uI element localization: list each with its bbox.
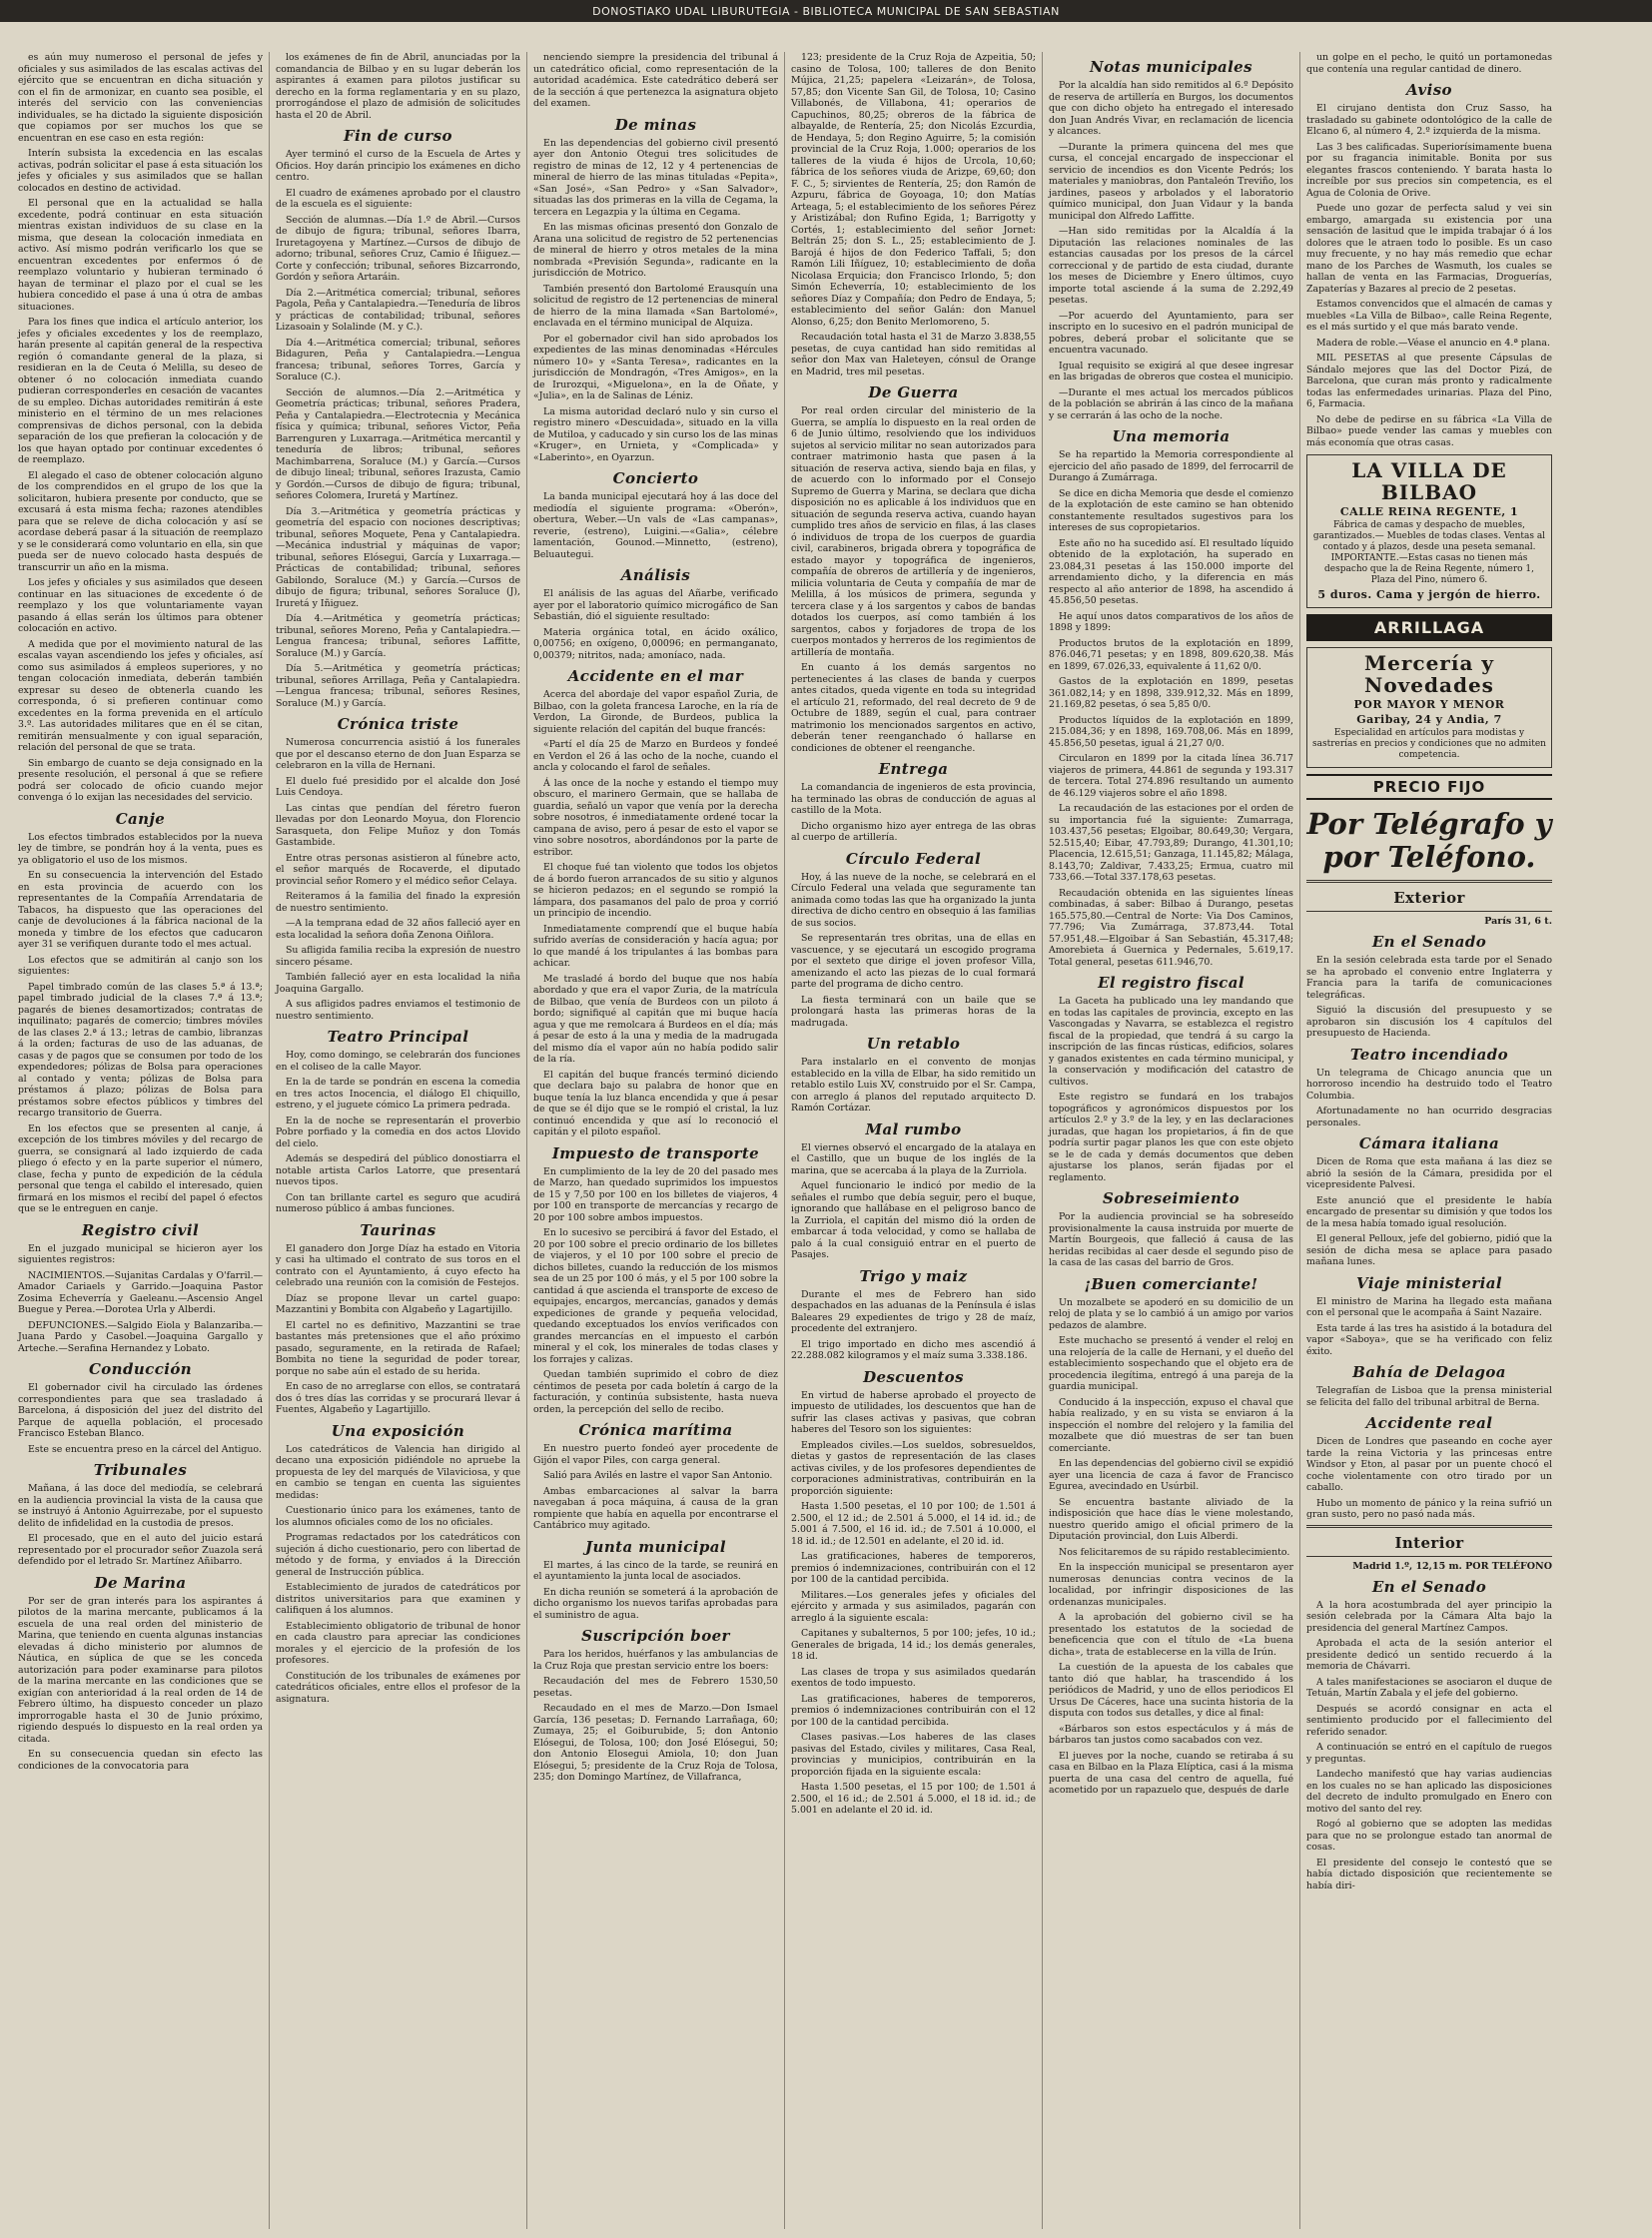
article-paragraph: Militares.—Los generales jefes y oficiales del ejército y armada y sus asimilados, pagarán con arreglo á la siguiente escala: xyxy=(791,1589,1036,1624)
section-heading: Aviso xyxy=(1406,81,1452,99)
article-paragraph: El alegado el caso de obtener colocación alguno de los comprendidos en el grupo de los que la solicitaron, hubiera presente por conducto, que se excusará á esta misma fecha; razones atendibles para que se releve de dicha colocación y así se acordase deberá pasar á la situación de reemplazo y se le considerará como voluntario en ella, sin que pueda ser de nuevo colocado hasta después de transcurrir un año en la misma. xyxy=(18,469,263,573)
section-heading: Análisis xyxy=(620,566,691,584)
article-paragraph: Recaudado en el mes de Marzo.—Don Ismael García, 136 pesetas; D. Fernando Larrañaga, 60; Zumaya, 25; el Goiburubide, 5; don Antonio Elósegui, de Tolosa, 100; don José Elósegui, 50; don Antonio Elosegui Amiola, 10; don Juan Elósegui, 5; presidente de la Cruz Roja de Tolosa, 235; don Domingo Martínez, de Villafranca, xyxy=(533,1703,778,1783)
article-paragraph: Entre otras personas asistieron al fúnebre acto, el señor marqués de Rocaverde, el diputado provincial señor Romero y el médico señor Celaya. xyxy=(276,852,520,887)
article-paragraph: Acerca del abordaje del vapor español Zuria, de Bilbao, con la goleta francesa Laroche, en la ría de Verdon, La Gironde, de Burdeos, publica la siguiente relación del capitán del buque francés: xyxy=(533,689,778,735)
article-paragraph: El martes, á las cinco de la tarde, se reunirá en el ayuntamiento la junta local de asociados. xyxy=(533,1559,778,1582)
article-paragraph: MIL PESETAS al que presente Cápsulas de Sándalo mejores que las del Doctor Pizá, de Barcelona, que curan más pronto y radicalmente todas las enfermedades urinarias. Plaza del Pino, 6, Farmacia. xyxy=(1306,353,1552,409)
article-paragraph: En la de noche se representarán el proverbio Pobre porfiado y la comedia en dos actos Llovido del cielo. xyxy=(276,1115,520,1149)
article-paragraph: Dicho organismo hizo ayer entrega de las obras al cuerpo de artillería. xyxy=(791,820,1036,843)
article-paragraph: Clases pasivas.—Los haberes de las clases pasivas del Estado, civiles y militares, Casa Real, provincias y municipios, contribuirán en la proporción fijada en la siguiente escala: xyxy=(791,1732,1036,1778)
article-paragraph: El duelo fué presidido por el alcalde don José Luis Cendoya. xyxy=(276,775,520,798)
article-paragraph: Con tan brillante cartel es seguro que acudirá numeroso público á ambas funciones. xyxy=(276,1191,520,1214)
article-paragraph: Numerosa concurrencia asistió á los funerales que por el descanso eterno de don Juan Esparza se celebraron en la villa de Hernani. xyxy=(276,737,520,771)
telegraph-section-title: Por Telégrafo y por Teléfono. xyxy=(1306,807,1552,874)
article-paragraph: En los efectos que se presenten al canje, á excepción de los timbres móviles y del recargo de guerra, se consignará al lado izquierdo de cada pliego ó efecto y en la parte superior el número, clase, fecha y punto de expedición de la cédula personal que tenga el cabildo el interesado, quien firmará en los mismos el recibí del papel ó efectos que se le entreguen en canje. xyxy=(18,1122,263,1214)
article-paragraph: Este registro se fundará en los trabajos topográficos y agronómicos dispuestos por los artículos 2.º y 3.º de la ley, y en las declaraciones juradas, que hagan los propietarios, á fin de que podría surtir pagar planos les que con este objeto se le de cada y demás documentos que deben ajustarse los planos, serán fijadas por el reglamento. xyxy=(1049,1092,1293,1183)
divider xyxy=(1306,1525,1552,1528)
article-paragraph: Capitanes y subalternos, 5 por 100; jefes, 10 id.; Generales de brigada, 14 id.; los demás generales, 18 id. xyxy=(791,1628,1036,1662)
article-paragraph: A sus afligidos padres enviamos el testimonio de nuestro sentimiento. xyxy=(276,999,520,1022)
article-paragraph: En cuanto á los demás sargentos no pertenecientes á las clases de banda y cuerpos antes citados, queda vigente en toda su integridad el artículo 21, reformado, del real decreto de 9 de Octubre de 1889, según el cual, para contraer matrimonio los mencionados sargentos en activo, deberán tener reenganchado ó hallarse en condiciones de obtener el reenganche. xyxy=(791,662,1036,754)
article-paragraph: Para los fines que indica el artículo anterior, los jefes y oficiales excedentes y los de reemplazo, harán presente al capitán general de la respectiva región ó comandante general de la plaza, si residieran en la de Ceuta ó Melilla, su deseo de obtener ó no colocación inmediata cuando pudieran corresponderles en cesación de vacantes de su empleo. Dichas autoridades remitirán á este ministerio en el término de un mes relaciones comprensivas de dichos personal, con la debida separación de los que prefieran la colocación y de los que hayan optado por continuar excedentes ó de reemplazo. xyxy=(18,317,263,465)
article-paragraph: Hoy, como domingo, se celebrarán dos funciones en el coliseo de la calle Mayor. xyxy=(276,1050,520,1073)
article-paragraph: Día 4.—Aritmética comercial; tribunal, señores Bidaguren, Peña y Cantalapiedra.—Lengua francesa; tribunal, señores Torres, García y Soraluce (C.). xyxy=(276,337,520,382)
article-paragraph: Papel timbrado común de las clases 5.ª á 13.ª; papel timbrado judicial de la clases 7.ª á 13.ª; pagarés de bienes desamortizados; contratas de inquilinato; pagarés de comercio; timbres móviles de las clases 2.ª á 13.; letras de cambio, libranzas á la orden; facturas de uso de las aduanas, de casas y de pagos que se consumen por todo de los expendedores; pólizas de Bolsa para operaciones al contado y venta; pólizas de Bolsa para préstamos á plazo; pólizas de Bolsa para préstamos sobre efectos públicos y timbres del recargo transitorio de Guerra. xyxy=(18,981,263,1119)
article-paragraph: A continuación se entró en el capítulo de ruegos y preguntas. xyxy=(1306,1742,1552,1765)
article-paragraph: En las mismas oficinas presentó don Gonzalo de Arana una solicitud de registro de 52 pertenencias de mineral de hierro y otros metales de la mina nombrada «Previsión Segunda», radicante en la jurisdicción de Motrico. xyxy=(533,222,778,279)
article-paragraph: El análisis de las aguas del Añarbe, verificado ayer por el laboratorio químico microgáfico de San Sebastián, dió el siguiente resultado: xyxy=(533,588,778,622)
article-paragraph: Las gratificaciones, haberes de temporeros, premios ó indemnizaciones contribuirán con el 12 por 100 de la cantidad percibida. xyxy=(791,1693,1036,1728)
article-paragraph: Sección de alumnas.—Día 1.º de Abril.—Cursos de dibujo de figura; tribunal, señores Ibarra, Iruretagoyena y Martínez.—Cursos de dibujo de adorno; tribunal, señores Cruz, Camio é Iñiguez.—Corte y confección; tribunal, señores Bizcarrondo, Gordón y señora Artaráin. xyxy=(276,214,520,283)
article-paragraph: Madera de roble.—Véase el anuncio en 4.ª plana. xyxy=(1316,337,1550,349)
article-paragraph: —Durante la primera quincena del mes que cursa, el concejal encargado de inspeccionar el servicio de incendios es don Vicente Pedrós; los materiales y maniobras, don Pantaleón Treviño, los jardines, paseos y arbolados y el laboratorio químico municipal, don Juan Vidaur y la banda municipal don Alfredo Laffitte. xyxy=(1049,141,1293,222)
article-paragraph: También falleció ayer en esta localidad la niña Joaquina Gargallo. xyxy=(276,972,520,995)
section-heading: Junta municipal xyxy=(585,1537,726,1556)
article-paragraph: El cuadro de exámenes aprobado por el claustro de la escuela es el siguiente: xyxy=(276,187,520,210)
section-heading: En el Senado xyxy=(1371,1577,1487,1596)
article-paragraph: Cuestionario único para los exámenes, tanto de los alumnos oficiales como de los no oficiales. xyxy=(276,1505,520,1528)
article-paragraph: El trigo importado en dicho mes ascendió á 22.288.082 kilogramos y el maíz suma 3.338.186. xyxy=(791,1338,1036,1361)
section-heading: El registro fiscal xyxy=(1098,974,1244,992)
section-heading: Entrega xyxy=(878,760,949,778)
article-paragraph: Los jefes y oficiales y sus asimilados que deseen continuar en las situaciones de excedente ó de reemplazo y los que voluntariamente vayan pasando á ellas serán los últimos para obtener colocación en activo. xyxy=(18,577,263,634)
section-heading: Cámara italiana xyxy=(1358,1134,1500,1152)
section-heading: Descuentos xyxy=(863,1367,964,1386)
section-heading: Taurinas xyxy=(360,1220,436,1239)
article-paragraph: Recaudación obtenida en las siguientes líneas combinadas, á saber: Bilbao á Durango, pesetas 165.575,80.—Central de Norte: Via Dos Caminos, 77.796; Via Zumárraga, 37.873,44. Total 57.951,48.—Elgoibar á San Sebastián, 45.317,48; Amorebieta á Guernica y Pedernales, 5.619,17. Total general, pesetas 611.946,70. xyxy=(1049,887,1293,968)
article-paragraph: Los catedráticos de Valencia han dirigido al decano una exposición pidiéndole no apruebe la propuesta de ley del marqués de Vilaviciosa, y que en cambio se tengan en cuenta las siguientes medidas: xyxy=(276,1443,520,1501)
section-heading: Tribunales xyxy=(93,1461,188,1479)
article-paragraph: Igual requisito se exigirá al que desee ingresar en las brigadas de obreros que costea el municipio. xyxy=(1049,360,1293,382)
article-paragraph: Se encuentra bastante aliviado de la indisposición que hace días le viene molestando, nuestro querido amigo el oficial primero de la Diputación provincial, don Luis Alberdi. xyxy=(1049,1496,1293,1542)
article-paragraph: Materia orgánica total, en ácido oxálico, 0,00756; en oxígeno, 0,00096; en permanganato, 0,00379; nitritos, nada; amoníaco, nada. xyxy=(533,626,778,661)
article-paragraph: Además se despedirá del público donostiarra el notable artista Carlos Latorre, que presentará nuevos tipos. xyxy=(276,1153,520,1187)
column-2 xyxy=(270,52,527,2229)
section-heading: De Guerra xyxy=(868,383,959,401)
article-paragraph: —A la temprana edad de 32 años falleció ayer en esta localidad la señora doña Zenona Oiñlora. xyxy=(276,918,520,941)
library-header: DONOSTIAKO UDAL LIBURUTEGIA - BIBLIOTECA MUNICIPAL DE SAN SEBASTIAN xyxy=(0,0,1652,22)
section-heading: Un retablo xyxy=(866,1035,961,1053)
article-paragraph: Conducido á la inspección, expuso el chaval que había realizado, y en su vista se enviaron á la inspección el nombre del relojero y la familia del mozalbete que dió muestras de ser tan buen comerciante. xyxy=(1049,1396,1293,1454)
section-heading: Accidente real xyxy=(1365,1414,1493,1432)
article-paragraph: Telegrafían de Lisboa que la prensa ministerial se felicita del fallo del tribunal arbitral de Berna. xyxy=(1306,1385,1552,1408)
article-paragraph: Nos felicitaremos de su rápido restablecimiento. xyxy=(1059,1546,1290,1558)
article-paragraph: En nuestro puerto fondeó ayer procedente de Gijón el vapor Piles, con carga general. xyxy=(533,1443,778,1466)
section-heading: Canje xyxy=(115,809,166,828)
article-paragraph: Siguió la discusión del presupuesto y se aprobaron sin discusión los 4 capítulos del presupuesto de Hacienda. xyxy=(1306,1005,1552,1039)
section-heading: Viaje ministerial xyxy=(1356,1273,1502,1292)
section-heading: Notas municipales xyxy=(1090,58,1252,76)
article-paragraph: Á las once de la noche y estando el tiempo muy obscuro, el marinero Germain, que se hallaba de guardia, señaló un vapor que venía por la derecha sobre nosotros, é inmediatamente ordené tocar la campana de aviso, pero á pesar de esto el vapor se vino sobre nosotros, abordándonos por la parte de estribor. xyxy=(533,777,778,858)
article-paragraph: Día 4.—Aritmética y geometría prácticas; tribunal, señores Moreno, Peña y Cantalapiedra.—Lengua francesa; tribunal, señores Laffitte, Soraluce (M.) y García. xyxy=(276,613,520,659)
section-heading: Crónica marítima xyxy=(578,1421,733,1439)
ad-body: Fábrica de camas y despacho de muebles, garantizados.— Muebles de todas clases. Ventas al contado y á plazos, desde una peseta semanal. IMPORTANTE.—Estas casas no tienen más despacho que la de Reina Regente, número 1, Plaza del Pino, número 6. xyxy=(1312,520,1546,585)
article-paragraph: Por la audiencia provincial se ha sobreseído provisionalmente la causa instruida por muerte de Martín Bourgeois, que falleció á causa de las heridas recibidas al caer desde el segundo piso de la casa de las casas del barrio de Gros. xyxy=(1049,1211,1293,1268)
dateline: París 31, 6 t. xyxy=(1484,916,1552,927)
divider xyxy=(1306,1556,1552,1557)
text-columns xyxy=(12,52,1640,2229)
article-paragraph: DEFUNCIONES.—Salgido Eiola y Balanzariba.—Juana Pardo y Casobel.—Joaquina Gargallo y Arteche.—Serafina Hernandez y Lobato. xyxy=(18,1319,263,1354)
article-paragraph: En cumplimiento de la ley de 20 del pasado mes de Marzo, han quedado suprimidos los impuestos de 15 y 7,50 por 100 en los billetes de viajeros, 4 por 100 en transporte de mercancías y recargo de 20 por 100 sobre ambos impuestos. xyxy=(533,1165,778,1223)
column-6 xyxy=(1300,52,1558,2229)
article-paragraph: El cirujano dentista don Cruz Sasso, ha trasladado su gabinete odontológico de la calle de Elcano 6, al número 4, 2.º izquierda de la misma. xyxy=(1306,103,1552,137)
article-paragraph: Hubo un momento de pánico y la reina sufrió un gran susto, pero no pasó nada más. xyxy=(1306,1497,1552,1520)
article-paragraph: Después se acordó consignar en acta el sentimiento producido por el fallecimiento del referido senador. xyxy=(1306,1703,1552,1738)
article-paragraph: En la de tarde se pondrán en escena la comedia en tres actos Inocencia, el diálogo El chiquillo, estreno, y el juguete cómico La primera pedrada. xyxy=(276,1077,520,1111)
article-paragraph: Aprobada el acta de la sesión anterior el presidente dedicó un sentido recuerdo á la memoria de Chávarri. xyxy=(1306,1638,1552,1672)
article-paragraph: En virtud de haberse aprobado el proyecto de impuesto de utilidades, los descuentos que han de sufrir las clases activas y pasivas, que cobran haberes del Tesoro son los siguientes: xyxy=(791,1389,1036,1435)
article-paragraph: NACIMIENTOS.—Sujanitas Cardalas y O'farril.—Amador Cariaels y Garrido.—Joaquina Pastor Zosima Echeverría y Gaeleanu.—Ascensio Angel Buegue y Perea.—Dorotea Urla y Alberdi. xyxy=(18,1269,263,1315)
section-heading: Sobreseimiento xyxy=(1102,1189,1239,1207)
article-paragraph: El gobernador civil ha circulado las órdenes correspondientes para que sea trasladado á Barcelona, á disposición del juez del distrito del Parque de aquella población, el procesado Francisco Esteban Blanco. xyxy=(18,1382,263,1439)
article-paragraph: En su consecuencia quedan sin efecto las condiciones de la convocatoria para xyxy=(18,1749,263,1772)
section-heading: De minas xyxy=(614,115,697,134)
article-paragraph: El capitán del buque francés terminó diciendo que declara bajo su palabra de honor que en buque tenía la luz blanca encendida y que á pesar de que se él dijo que se le rompió el cristal, la luz continuó encendida y que así lo reconoció el capitán y el piloto español. xyxy=(533,1069,778,1137)
article-paragraph: Este se encuentra preso en la cárcel del Antiguo. xyxy=(28,1443,262,1455)
column-4 xyxy=(785,52,1043,2229)
section-heading: Bahía de Delagoa xyxy=(1352,1363,1506,1381)
ad-title: Mercería y Novedades xyxy=(1364,651,1494,697)
article-paragraph: Los efectos timbrados establecidos por la nueva ley de timbre, se pondrán hoy á la venta, pues es ya obligatorio el uso de los mismos. xyxy=(18,831,263,866)
column-3 xyxy=(527,52,785,2229)
article-paragraph: El presidente del consejo le contestó que se había dictado disposición que recientemente se había diri- xyxy=(1306,1857,1552,1891)
article-paragraph: Este año no ha sucedido así. El resultado líquido obtenido de la explotación, ha superado en 23.084,31 pesetas á las 150.000 importe del arrendamiento dicho, y la diferencia en más respecto al año anterior de 1898, ha ascendido á 45.856,50 pesetas. xyxy=(1049,537,1293,606)
article-paragraph: es aún muy numeroso el personal de jefes y oficiales y sus asimilados de las escalas activas del ejército que se encuentran en dicha situación y con el fin de armonizar, en cuanto sea posible, el interés del servicio con las conveniencias individuales, se ha dictado la siguiente disposición que copiamos por ser muchos los que se encuentran en ese caso en esta región: xyxy=(18,52,263,144)
article-paragraph: Circularon en 1899 por la citada línea 36.717 viajeros de primera, 44.861 de segunda y 193.317 de tercera. Total 274.896 resultando un aumento de 46.129 viajeros sobre el año 1898. xyxy=(1049,753,1293,799)
article-paragraph: El choque fué tan violento que todos los objetos de á bordo fueron arrancados de su sitio y algunos se hicieron pedazos; en el segundo se rompió la lámpara, dos pasamanos del palo de proa y corrió un principio de incendio. xyxy=(533,862,778,919)
article-paragraph: Se dice en dicha Memoria que desde el comienzo de la explotación de este camino se han obtenido constantemente resultados sugestivos para los intereses de sus copropietarios. xyxy=(1049,487,1293,533)
article-paragraph: En dicha reunión se someterá á la aprobación de dicho organismo los nuevos tarifas aprobadas para el suministro de agua. xyxy=(533,1586,778,1621)
article-paragraph: El viernes observó el encargado de la atalaya en el Castillo, que un buque de los inglés de la marina, que se acercaba á la playa de la Zurriola. xyxy=(791,1141,1036,1176)
article-paragraph: En lo sucesivo se percibirá á favor del Estado, el 20 por 100 sobre el precio ordinario de los billetes de viajeros, y el 10 por 100 sobre el precio de dichos billetes, cuando la reducción de los mismos sea de un 25 por 100 ó más, y el 5 por 100 sobre la cantidad á que ascienda el transporte de exceso de equipajes, encargos, mercancías, ganados y demás expediciones de grande y pequeña velocidad, quedando exceptuados los envíos verificados con grandes mercancías en el impuesto el carbón mineral y el cok, los minerales de todas clases y los forrajes y calizas. xyxy=(533,1227,778,1365)
article-paragraph: Afortunadamente no han ocurrido desgracias personales. xyxy=(1306,1106,1552,1128)
article-paragraph: Reiteramos á la familia del finado la expresión de nuestro sentimiento. xyxy=(276,891,520,914)
article-paragraph: En la sesión celebrada esta tarde por el Senado se ha aprobado el convenio entre Inglaterra y Francia para la tarifa de comunicaciones telegráficas. xyxy=(1306,955,1552,1001)
dateline: Madrid 1.º, 12,15 m. POR TELÉFONO xyxy=(1352,1560,1552,1572)
article-paragraph: El jueves por la noche, cuando se retiraba á su casa en Bilbao en la Plaza Elíptica, casi á la misma puerta de una casa del centro de aquella, fué acometido por un rapazuelo que, después de darle xyxy=(1049,1750,1293,1796)
article-paragraph: Productos líquidos de la explotación en 1899, 215.084,36; y en 1898, 169.708,06. Más en 1899, 45.856,50 pesetas, igual á 21,27 0/0. xyxy=(1049,714,1293,749)
article-paragraph: Las cintas que pendían del féretro fueron llevadas por don Leonardo Moyua, don Florencio Sarasqueta, don Felipe Muñoz y don Tomás Gastambide. xyxy=(276,802,520,848)
section-heading: Una memoria xyxy=(1112,427,1231,445)
section-heading-large: Exterior xyxy=(1393,889,1465,907)
article-paragraph: Me trasladé á bordo del buque que nos había abordado y que era el vapor Zuria, de la matrícula de Bilbao, que venía de Burdeos con un piloto á bordo; signifiqué al capitán que mi buque hacía agua y que me remolcara á Burdeos en el día; más á pesar de esto á la una y media de la madrugada del mismo día el vapor aún no había podido salir de la ría. xyxy=(533,973,778,1065)
article-paragraph: El cartel no es definitivo, Mazzantini se trae bastantes más pretensiones que el año próximo pasado, seguramente, en la retirada de Rafael; Bombita no tiene la seguridad de poder torear, porque no sabe aún el estado de su herida. xyxy=(276,1319,520,1377)
article-paragraph: La fiesta terminará con un baile que se prolongará hasta las primeras horas de la madrugada. xyxy=(791,994,1036,1029)
ad-title: LA VILLA DE BILBAO xyxy=(1351,458,1507,504)
section-heading: Trigo y maiz xyxy=(859,1266,968,1285)
column-1 xyxy=(12,52,270,2229)
divider xyxy=(1306,880,1552,883)
article-paragraph: Rogó al gobierno que se adopten las medidas para que no se prolongue estado tan anormal de cosas. xyxy=(1306,1819,1552,1853)
article-paragraph: He aquí unos datos comparativos de los años de 1898 y 1899: xyxy=(1049,610,1293,633)
column-5 xyxy=(1043,52,1300,2229)
article-paragraph: Landecho manifestó que hay varias audiencias en los cuales no se han aplicado las disposiciones del decreto de indulto promulgado en Enero con motivo del santo del rey. xyxy=(1306,1769,1552,1815)
article-paragraph: los exámenes de fin de Abril, anunciadas por la comandancia de Bilbao y en su lugar deberán los aspirantes á examen para pilotos justificar su derecho en la forma reglamentaria y en su plazo, prorrogándose el plazo de admisión de solicitudes hasta el 20 de Abril. xyxy=(276,52,520,121)
article-paragraph: Para los heridos, huérfanos y las ambulancias de la Cruz Roja que prestan servicio entre los boers: xyxy=(533,1649,778,1672)
article-paragraph: El ministro de Marina ha llegado esta mañana con el personal que le acompaña á Saint Nazaire. xyxy=(1306,1295,1552,1318)
article-paragraph: Puede uno gozar de perfecta salud y vei sin embargo, amargada su existencia por una sensación de lasitud que le impida trabajar ó á los dolores que le atraen todo lo posible. Es un caso muy frecuente, y no hay más remedio que echar mano de los Parches de Wasmuth, los cuales se hallan de venta en las Farmacias, Droguerías, Zapaterías y Bazares al precio de 2 pesetas. xyxy=(1306,203,1552,295)
section-heading-large: Interior xyxy=(1394,1533,1464,1552)
article-paragraph: Sin embargo de cuanto se deja consignado en la presente resolución, el personal á que se refiere podrá ser colocado de oficio cuando mejor convenga ó lo exijan las necesidades del servicio. xyxy=(18,757,263,803)
article-paragraph: un golpe en el pecho, le quitó un portamonedas que contenía una regular cantidad de dinero. xyxy=(1306,52,1552,75)
article-paragraph: El personal que en la actualidad se halla excedente, podrá continuar en esta situación mientras existan individuos de su clase en la misma, que desean la colocación inmediata en activo. Así mismo podrán verificarlo los que se encuentran excedentes por enfermos ó de reemplazo voluntario y hubieran terminado ó hayan de terminar el plazo por el cual se les hubiera concedido el pase á una ú otra de ambas situaciones. xyxy=(18,198,263,313)
article-paragraph: Ambas embarcaciones al salvar la barra navegaban á poca máquina, á causa de la gran rompiente que había en aquella por encontrarse el Cantábrico muy agitado. xyxy=(533,1485,778,1531)
article-paragraph: La banda municipal ejecutará hoy á las doce del mediodía el siguiente programa: «Oberón», obertura, Weber.—Un vals de «Las campanas», reverie, (estreno), Luigini.—«Galia», célebre lamentación, Gounod.—Minnetto, (estreno), Beluautegui. xyxy=(533,491,778,560)
article-paragraph: Sección de alumnos.—Día 2.—Aritmética y Geometría prácticas; tribunal, señores Pradera, Peña y Cantalapiedra.—Electrotecnia y Mecánica física y química; tribunal, señores Victor, Peña Barrenguren y Luxarraga.—Aritmética mercantil y teneduría de libros; tribunal, señores Machimbarrena, Soraluce (M.) y García.—Cursos de dibujo lineal; tribunal, señores Irazusta, Camio y Gordón.—Cursos de dibujo de figura; tribunal, señores Colomera, Iruretá y Martínez. xyxy=(276,386,520,501)
article-paragraph: Programas redactados por los catedráticos con sujeción á dicho cuestionario, pero con libertad de método y de forma, y enviados á la Dirección general de Instrucción pública. xyxy=(276,1532,520,1578)
article-paragraph: Día 2.—Aritmética comercial; tribunal, señores Pagola, Peña y Cantalapiedra.—Teneduría de libros y prácticas de contabilidad; tribunal, señores Lizasoain y Solalinde (M. y C.). xyxy=(276,287,520,333)
article-paragraph: Recaudación total hasta el 31 de Marzo 3.838,55 pesetas, de cuya cantidad han sido remitidas al señor don Max van Haleteyen, cónsul de Orange en Madrid, tres mil pesetas. xyxy=(791,332,1036,377)
article-paragraph: La cuestión de la apuesta de los cabales que tanto dió que hablar, ha trascendido á los periódicos de Madrid, y uno de ellos periodicos El Ursus De Cáceres, hace una sucinta historia de la disputa con todos sus detalles, y dice al final: xyxy=(1049,1662,1293,1719)
article-paragraph: A la aprobación del gobierno civil se ha presentado los estatutos de la sociedad de beneficencia que con el título de «La buena dicha», trata de establecerse en la villa de Irún. xyxy=(1049,1612,1293,1658)
section-heading: Mal rumbo xyxy=(865,1119,962,1138)
article-paragraph: «Bárbaros son estos espectáculos y á más de bárbaros tan justos como sacabados con vez. xyxy=(1049,1723,1293,1746)
article-paragraph: Recaudación del mes de Febrero 1530,50 pesetas. xyxy=(533,1676,778,1699)
article-paragraph: Estamos convencidos que el almacén de camas y muebles «La Villa de Bilbao», calle Reina Regente, es el más surtido y el que más barato vende. xyxy=(1306,299,1552,333)
price-fixed-banner: PRECIO FIJO xyxy=(1306,774,1552,800)
advertisement-villa-bilbao xyxy=(1306,454,1552,608)
article-paragraph: Por ser de gran interés para los aspirantes á pilotos de la marina mercante, publicamos á la escuela de una real orden del ministerio de Marina, que teniendo en cuenta algunas instancias elevadas á dicho ministerio por alumnos de Náutica, en súplica de que se les conceda autorización para poder examinarse para pilotos de la marina mercante en las condiciones que se exigían con anterioridad á la real orden de 14 de Febrero último, ha dispuesto conceder un plazo improrrogable hasta el 30 de Junio próximo, rigiendo después lo dispuesto en la real orden ya citada. xyxy=(18,1595,263,1745)
article-paragraph: Este muchacho se presentó á vender el reloj en una relojería de la calle de Hernani, y el dueño del establecimiento sospechando que el objeto era de procedencia ilegítima, entregó á una pareja de la guardia municipal. xyxy=(1049,1335,1293,1392)
section-heading: Accidente en el mar xyxy=(567,667,744,685)
article-paragraph: Se ha repartido la Memoria correspondiente al ejercicio del año pasado de 1899, del ferrocarril de Durango á Zumárraga. xyxy=(1049,449,1293,483)
article-paragraph: Mañana, á las doce del mediodía, se celebrará en la audiencia provincial la vista de la causa que se instruyó á Antonio Aguirrezabe, por el supuesto delito de infidelidad en la custodia de presos. xyxy=(18,1483,263,1529)
article-paragraph: La Gaceta ha publicado una ley mandando que en todas las capitales de provincia, excepto en las Vascongadas y Navarra, se establezca el registro fiscal de la propiedad, que tendrá á su cargo la inscripción de las fincas rústicas, edificios, solares y ganados existentes en cada término municipal, y la conservación y modificación del catastro de cultivos. xyxy=(1049,996,1293,1088)
article-paragraph: El general Pelloux, jefe del gobierno, pidió que la sesión de dicha mesa se aplace para pasado mañana lunes. xyxy=(1306,1233,1552,1267)
section-heading: Fin de curso xyxy=(344,127,452,145)
article-paragraph: Quedan también suprimido el cobro de diez céntimos de peseta por cada boletín á cargo de la facturación, y continúa subsistente, hasta nueva orden, la percepción del sello de recibo. xyxy=(533,1369,778,1415)
section-heading: En el Senado xyxy=(1371,933,1487,951)
article-paragraph: En las dependencias del gobierno civil presentó ayer don Antonio Otegui tres solicitudes de registro de minas de 12, 12 y 4 pertenencias de mineral de hierro de las minas tituladas «Pepita», «San José», «San Pedro» y «San Salvador», situadas las dos primeras en la villa de Cegama, la tercera en Legazpia y la última en Cegama. xyxy=(533,137,778,218)
article-paragraph: Las gratificaciones, haberes de temporeros, premios ó indemnizaciones, contribuirán con el 12 por 100 de la cantidad percibida. xyxy=(791,1551,1036,1585)
article-paragraph: —Durante el mes actual los mercados públicos de la población se abrirán á las cinco de la mañana y se cerrarán á las ocho de la noche. xyxy=(1049,386,1293,421)
article-paragraph: La recaudación de las estaciones por el orden de su importancia fué la siguiente: Zumarraga, 103.437,56 pesetas; Elgoibar, 80.649,30; Vergara, 52.515,40; Eibar, 47.793,89; Durango, 41.301,10; Placencia, 12.615,51; Ganzaga, 11.145,82; Málaga, 8.143,70; Zaldivar, 7.433,25; Ermua, cuatro mil 733,66.—Total 337.178,63 pesetas. xyxy=(1049,803,1293,883)
article-paragraph: Su afligida familia reciba la expresión de nuestro sincero pésame. xyxy=(276,945,520,968)
article-paragraph: nenciendo siempre la presidencia del tribunal á un catedrático oficial, como representación de la autoridad académica. Este catedrático deberá ser de la sección á que pertenezca la asignatura objeto del examen. xyxy=(533,52,778,109)
article-paragraph: La comandancia de ingenieros de esta provincia, ha terminado las obras de conducción de aguas al castillo de la Mota. xyxy=(791,782,1036,816)
article-paragraph: Día 3.—Aritmética y geometría prácticas y geometría del espacio con nociones descriptivas; tribunal, señores Moquete, Pena y Cantalapiedra.—Mecánica industrial y máquinas de vapor; tribunal, señores Elósegui, García y Luxarraga.—Prácticas de contabilidad; tribunal, señores Gabilondo, Soraluce (M.) y García.—Cursos de dibujo de figura; tribunal, señores Soraluce (J), Iruretá y Iñiguez. xyxy=(276,505,520,609)
section-heading: ¡Buen comerciante! xyxy=(1084,1274,1258,1293)
article-paragraph: Las clases de tropa y sus asimilados quedarán exentos de todo impuesto. xyxy=(791,1666,1036,1689)
article-paragraph: La misma autoridad declaró nulo y sin curso el registro minero «Descuidada», situado en la villa de Mutiloa, y caducado y sin curso los de las minas «Kruger», en Urnieta, y «Complicada» y «Laberinto», en Oyarzun. xyxy=(533,405,778,463)
article-paragraph: Dicen de Londres que paseando en coche ayer tarde la reina Victoria y las princesas entre Windsor y Eton, al pasar por un puente chocó el coche violentamente con otro tirado por un caballo. xyxy=(1306,1436,1552,1493)
ad-body: Especialidad en artículos para modistas y sastrerías en precios y condiciones que no admiten competencia. xyxy=(1312,728,1546,760)
article-paragraph: Gastos de la explotación en 1899, pesetas 361.082,14; y en 1898, 339.912,32. Más en 1899, 21.169,82 pesetas, ó sea 5,85 0/0. xyxy=(1049,676,1293,710)
article-paragraph: A la hora acostumbrada del ayer principio la sesión celebrada por la Cámara Alta bajo la presidencia del general Martínez Campos. xyxy=(1306,1599,1552,1634)
article-paragraph: Productos brutos de la explotación en 1899, 876.046,71 pesetas; y en 1898, 809.620,38. Más en 1899, 67.026,33, equivalente á 11,62 0/0. xyxy=(1049,637,1293,672)
section-heading: Teatro Principal xyxy=(327,1028,469,1046)
article-paragraph: A medida que por el movimiento natural de las escalas vayan ascendiendo los jefes y oficiales, así como sus asimilados á empleos superiores, y no tengan colocación inmediata, deberán también expresar su deseo de obtenerla cuando les corresponda, ó si prefieren continuar como excedentes en la forma prevenida en el artículo 3.º. Las autoridades militares que en él se citan, remitirán mensualmente y con igual separación, relación del personal de que se trata. xyxy=(18,638,263,753)
ad-address: CALLE REINA REGENTE, 1 xyxy=(1339,505,1519,518)
article-paragraph: También presentó don Bartolomé Erausquín una solicitud de registro de 12 pertenencias de mineral de hierro de la mina llamada «San Bartolomé», enclavada en el término municipal de Alquiza. xyxy=(533,283,778,329)
section-heading: Impuesto de transporte xyxy=(551,1143,760,1162)
article-paragraph: Ayer terminó el curso de la Escuela de Artes y Oficios. Hoy darán principio los exámenes en dicho centro. xyxy=(276,149,520,183)
article-paragraph: «Partí el día 25 de Marzo en Burdeos y fondeé en Verdon el 26 á las ocho de la noche, cuando el ancla y colocando el farol de señales. xyxy=(533,739,778,773)
article-paragraph: Hasta 1.500 pesetas, el 15 por 100; de 1.501 á 2.500, el 16 id.; de 2.501 á 5.000, el 18 id. id.; de 5.001 en adelante el 20 id. id. xyxy=(791,1782,1036,1816)
section-heading: De Marina xyxy=(94,1573,187,1592)
ad-address: Garibay, 24 y Andia, 7 xyxy=(1356,713,1502,726)
ad-offer: 5 duros. Cama y jergón de hierro. xyxy=(1317,588,1541,601)
article-paragraph: No debe de pedirse en su fábrica «La Villa de Bilbao» puede vender las camas y muebles con más economía que otras casas. xyxy=(1306,413,1552,448)
article-paragraph: Establecimiento obligatorio de tribunal de honor en cada claustro para apreciar las condiciones morales y el ejercicio de la profesión de los profesores. xyxy=(276,1620,520,1666)
article-paragraph: Durante el mes de Febrero han sido despachados en las aduanas de la Península é islas Baleares 29 expedientes de trigo y 28 de maíz, procedente del extranjero. xyxy=(791,1288,1036,1334)
article-paragraph: Un mozalbete se apoderó en su domicilio de un reloj de plata y se lo cambió á un amigo por varios pedazos de alambre. xyxy=(1049,1296,1293,1331)
article-paragraph: Por el gobernador civil han sido aprobados los expedientes de las minas denominadas «Hércules número 10» y «Santa Teresa», radicantes en la jurisdicción de Mondragón, «Tres Amigos», en la de Irurozqui, «Miguelona», en la de Oñate, y «Julia», en la de Salinas de Léniz. xyxy=(533,333,778,401)
article-paragraph: En caso de no arreglarse con ellos, se contratará dos ó tres días las corridas y se procurará llevar á Fuentes, Algabeño y Lagartijillo. xyxy=(276,1381,520,1415)
article-paragraph: Díaz se propone llevar un cartel guapo: Mazzantini y Bombita con Algabeño y Lagartijillo. xyxy=(276,1292,520,1315)
section-heading: Conducción xyxy=(88,1360,193,1378)
section-heading: Crónica triste xyxy=(337,715,459,733)
article-paragraph: Esta tarde á las tres ha asistido á la botadura del vapor «Saboya», que se ha verificado con feliz éxito. xyxy=(1306,1322,1552,1357)
article-paragraph: El ganadero don Jorge Díaz ha estado en Vitoria y casi ha ultimado el contrato de sus toros en el contrato con el Ayuntamiento, á cuyo efecto ha celebrado una reunión con la comisión de Festejos. xyxy=(276,1242,520,1288)
article-paragraph: Este anunció que el presidente le había encargado de presentar su dimisión y que todos los de la mesa había tomado igual resolución. xyxy=(1306,1194,1552,1229)
ad-subtitle: POR MAYOR Y MENOR xyxy=(1353,698,1505,711)
article-paragraph: Se representarán tres obritas, una de ellas en vascuence, y se ejecutará un escogido programa por el sexteto que dirige el joven profesor Villa, amenizando el acto las piezas de lo cual formará parte del programa de dicho centro. xyxy=(791,933,1036,990)
article-paragraph: En las dependencias del gobierno civil se expidió ayer una licencia de caza á favor de Francisco Egurea, avecindado en Usúrbil. xyxy=(1049,1458,1293,1492)
article-paragraph: Para instalarlo en el convento de monjas establecido en la villa de Elbar, ha sido remitido un retablo estilo Luis XV, construido por el Sr. Campa, con arreglo á planos del reputado arquitecto D. Ramón Cortázar. xyxy=(791,1057,1036,1114)
article-paragraph: Un telegrama de Chicago anuncia que un horroroso incendio ha destruido todo el Teatro Columbia. xyxy=(1306,1067,1552,1102)
article-paragraph: Aquel funcionario le indicó por medio de la señales el rumbo que debía seguir, pero el buque, ignorando que hallábase en el peligroso banco de la Zurriola, el capitán del mismo dió la orden de embarcar á toda velocidad, y como se hallaba de palo á la cual consiguió entrar en el puerto de Pasajes. xyxy=(791,1180,1036,1260)
article-paragraph: Día 5.—Aritmética y geometría prácticas; tribunal, señores Arrillaga, Peña y Cantalapiedra.—Lengua francesa; tribunal, señores Resines, Soraluce (M.) y García. xyxy=(276,663,520,709)
article-paragraph: Salió para Avilés en lastre el vapor San Antonio. xyxy=(543,1470,773,1481)
article-paragraph: Por la alcaldía han sido remitidos al 6.º Depósito de reserva de artillería en Burgos, los documentos que con dicho objeto ha entregado el interesado don Juan Andrés Vivar, en reclamación de licencia y alcances. xyxy=(1049,80,1293,137)
article-paragraph: El procesado, que en el auto del juicio estará representado por el procurador señor Zuazola será defendido por el letrado Sr. Martínez Añibarro. xyxy=(18,1533,263,1567)
article-paragraph: Empleados civiles.—Los sueldos, sobresueldos, dietas y gastos de representación de las clases activas civiles, y de los profesores dependientes de corporaciones administrativas, contribuirán en la proporción siguiente: xyxy=(791,1439,1036,1497)
article-paragraph: Hoy, á las nueve de la noche, se celebrará en el Círculo Federal una velada que seguramente tan animada como todas las que ha organizado la junta directiva de dicho centro en obsequio á las familias de sus socios. xyxy=(791,871,1036,929)
section-heading: Teatro incendiado xyxy=(1349,1045,1509,1064)
shop-banner: ARRILLAGA xyxy=(1306,614,1552,641)
article-paragraph: Establecimiento de jurados de catedráticos por distritos universitarios para que examinen y califiquen á los alumnos. xyxy=(276,1582,520,1616)
article-paragraph: —Han sido remitidas por la Alcaldía á la Diputación las relaciones nominales de las estancias causadas por los presos de la cárcel correccional y de partido de esta ciudad, durante los meses de Diciembre y Enero últimos, cuyo importe total asciende á la suma de 2.292,49 pesetas. xyxy=(1049,226,1293,306)
divider xyxy=(1306,911,1552,912)
article-paragraph: En la inspección municipal se presentaron ayer numerosas denuncias contra vecinos de la localidad, por infringir disposiciones de las ordenanzas municipales. xyxy=(1049,1562,1293,1608)
article-paragraph: Por real orden circular del ministerio de la Guerra, se amplía lo dispuesto en la real orden de 6 de Junio último, resolviendo que los individuos sujetos al servicio militar no sean autorizados para contraer matrimonio hasta que pasen á la situación de reserva activa, siendo baja en filas, y de acuerdo con lo informado por el Consejo Supremo de Guerra y Marina, se declara que dicha disposición no es aplicable á los individuos que en situación de segunda reserva activa, cuando hayan cumplido tres años de servicio en filas, á las clases ó individuos de tropa de los cuerpos de guardia civil, carabineros, brigada obrera y topográfica de estado mayor y topográfica de ingenieros, compañía de obreros de artillería y de ingenieros, milicia voluntaria de Ceuta y compañía de mar de Melilla, á los músicos de primera, segunda y tercera clase y á los sargentos y cabos de bandas dotados los cuerpos, así como también á los sargentos, cabos y forjadores de tropa de los cuerpos montados y herreros de los regimientos de artillería de montaña. xyxy=(791,405,1036,658)
article-paragraph: Dicen de Roma que esta mañana á las diez se abrió la sesión de la Cámara, presidida por el vicepresidente Palvesi. xyxy=(1306,1156,1552,1190)
article-paragraph: En su consecuencia la intervención del Estado en esta provincia de acuerdo con los representantes de la Compañía Arrendataria de Tabacos, ha dispuesto que las operaciones del canje de devoluciones á la fábrica nacional de la moneda y timbre de los efectos que caducaron ayer 31 se verifiquen durante todo el mes actual. xyxy=(18,870,263,950)
section-heading: Suscripción boer xyxy=(581,1627,730,1645)
article-paragraph: —Por acuerdo del Ayuntamiento, para ser inscripto en lo sucesivo en el padrón municipal de pobres, deberá probar el solicitante que se encuentra vacunado. xyxy=(1049,310,1293,356)
article-paragraph: Constitución de los tribunales de exámenes por catedráticos oficiales, entre ellos el profesor de la asignatura. xyxy=(276,1670,520,1705)
section-heading: Concierto xyxy=(612,469,699,487)
article-paragraph: En el juzgado municipal se hicieron ayer los siguientes registros: xyxy=(18,1242,263,1265)
section-heading: Una exposición xyxy=(331,1421,465,1440)
article-paragraph: Interín subsista la excedencia en las escalas activas, podrán solicitar el pase á esta situación los jefes y oficiales y sus asimilados que se hallan colocados en destino de actividad. xyxy=(18,148,263,194)
article-paragraph: Los efectos que se admitirán al canjo son los siguientes: xyxy=(18,954,263,977)
article-paragraph: 123; presidente de la Cruz Roja de Azpeitia, 50; casino de Tolosa, 100; talleres de don Benito Mújica, 21,25; papelera «Leizarán», de Tolosa, 57,85; don Vicente San Gil, de Tolosa, 10; Casino Villabonés, de Villabona, 41; operarios de Capuchinos, 80,25; obreros de la fábrica de albayalde, de Rentería, 25; don Nicolás Ezcurdia, de Hendaya, 5; don Regino Aguirre, 5; la comisión provincial de la Cruz Roja, 1.000; operarios de los talleres de la viuda é hijos de Urcola, 10,60; fábrica de los señores viuda de Arizpe, 69,60; don F. C., 5; sirvientes de Rentería, 25; don Ramón de Azpuru, fábrica de Goyoaga, 10; don Matías Arteaga, 5; el establecimiento de los señores Pérez y Aristizábal; don Rufino Egida, 1; Barrigotty y Cortés, 1; establecimiento del señor Jornet: Beltrán 25; don S. L., 25; establecimiento de J. Barojá é hijos de don Federico Taffali, 5; don Ramón Lili Iñíguez, 10; establecimiento de doña Nicolasa Erquicia; don Francisco Irlondo, 5; don Simón Echeverría, 10; establecimiento de los señores Díaz y Compañía; don Pedro de Endaya, 5; establecimiento del señor Galán: don Manuel Alonso, 6,25; don Benito Merlomoreno, 5. xyxy=(791,52,1036,328)
section-heading: Registro civil xyxy=(81,1220,200,1239)
article-paragraph: Las 3 bes calificadas. Superiorísimamente buena por su fragancia inimitable. Bonita por sus elegantes frascos conteniendo. Y barata hasta lo increíble por sus precios sin competencia, es el Agua de Colonia de Orive. xyxy=(1306,141,1552,199)
section-heading: Círculo Federal xyxy=(845,849,982,868)
advertisement-merceria xyxy=(1306,647,1552,768)
article-paragraph: Inmediatamente comprendí que el buque había sufrido averías de consideración y hacía agua; por lo que mandé á los tripulantes á las bombas para achicar. xyxy=(533,923,778,969)
article-paragraph: Hasta 1.500 pesetas, el 10 por 100; de 1.501 á 2.500, el 12 id.; de 2.501 á 5.000, el 14 id. id.; de 5.001 á 7.500, el 16 id. id.; de 7.501 á 10.000, el 18 id. id.; de 12.501 en adelante, el 20 id. id. xyxy=(791,1501,1036,1547)
article-paragraph: A tales manifestaciones se asociaron el duque de Tetuán, Martín Zabala y el jefe del gobierno. xyxy=(1306,1676,1552,1699)
